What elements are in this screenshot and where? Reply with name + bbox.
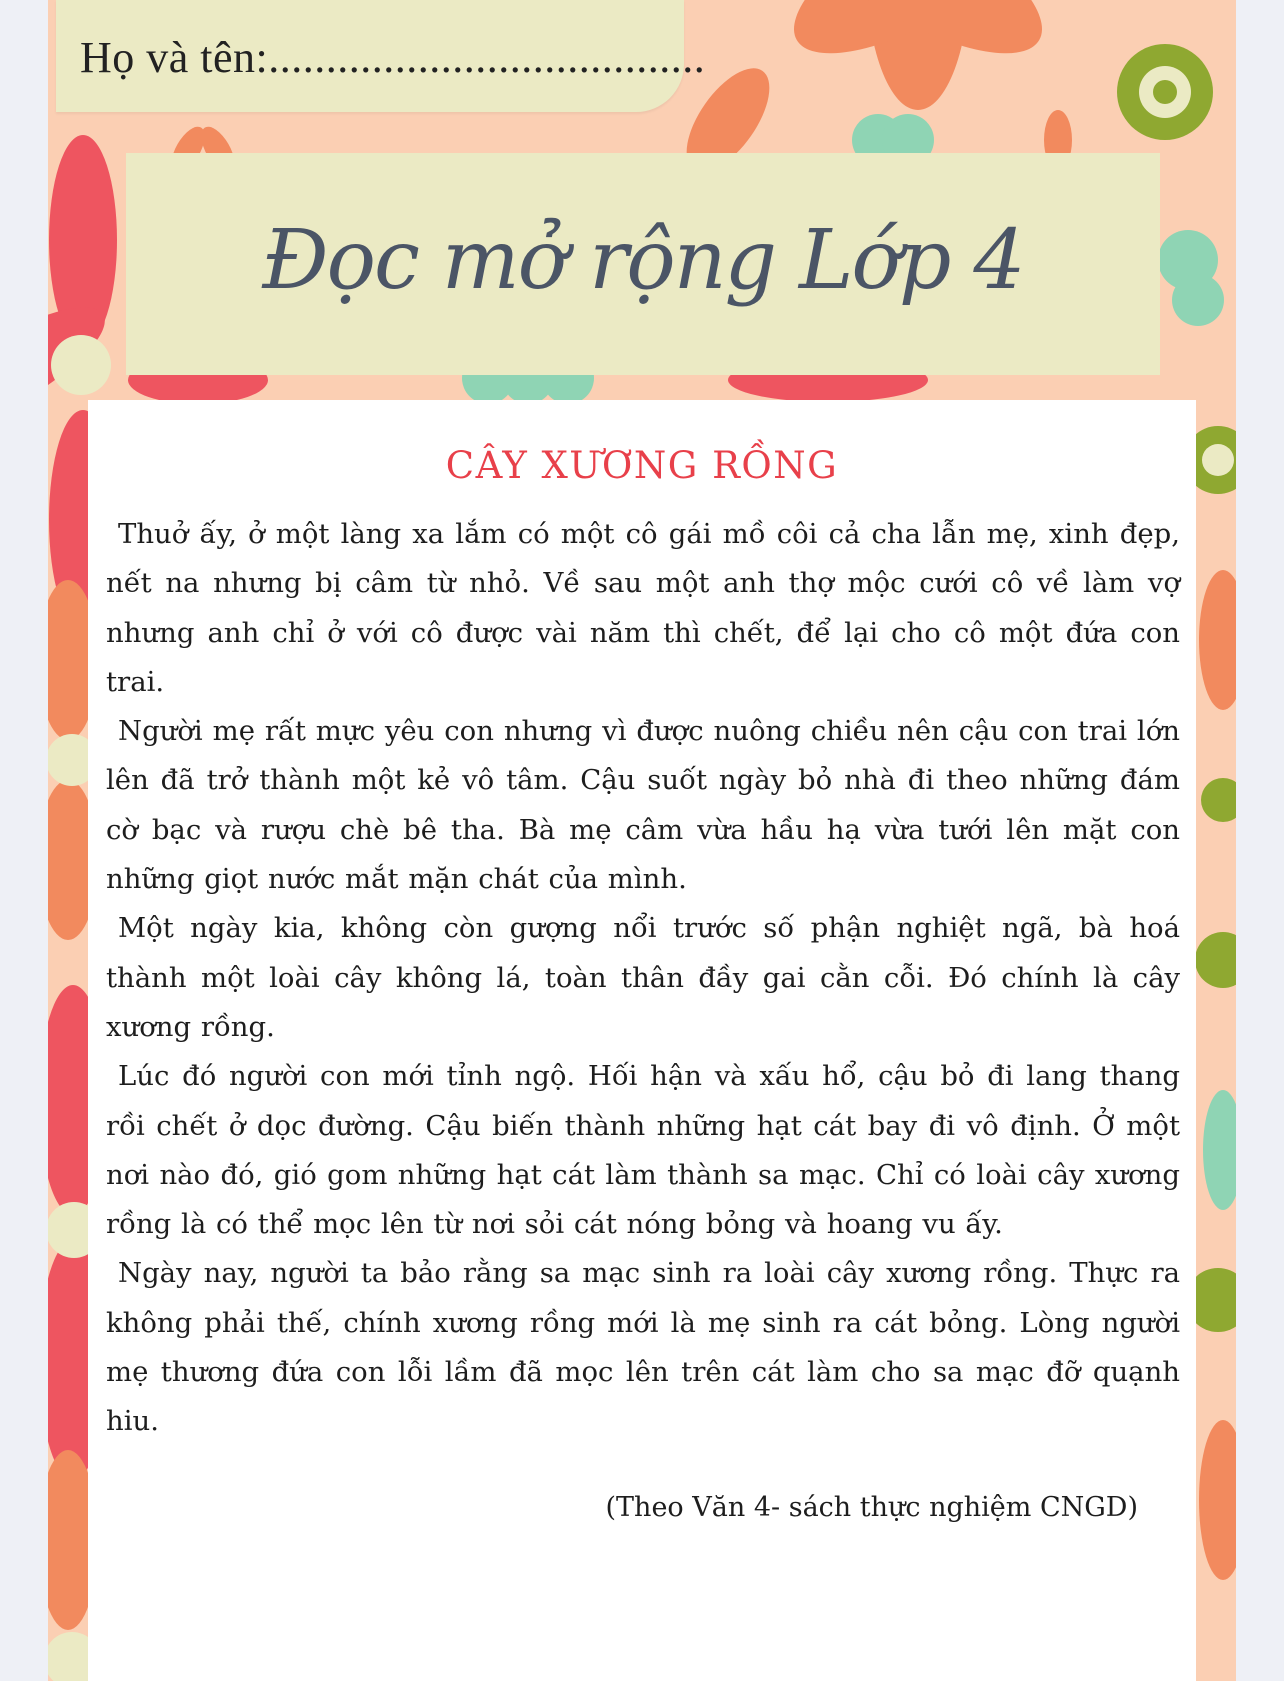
worksheet-page <box>48 0 1236 1681</box>
story-paragraph: Ngày nay, người ta bảo rằng sa mạc sinh ra loài cây xương rồng. Thực ra không phải thế, chính xương rồng mới là mẹ sinh ra cát bỏng. Lòng người mẹ thương đứa con lỗi lầm đã mọc lên trên cát làm cho sa mạc đỡ quạnh hiu. <box>106 1257 1180 1438</box>
name-field-label: Họ và tên:...................................... <box>80 33 706 82</box>
story-paragraph: Lúc đó người con mới tỉnh ngộ. Hối hận và xấu hổ, cậu bỏ đi lang thang rồi chết ở dọc đường. Cậu biến thành những hạt cát bay đi vô định. Ở một nơi nào đó, gió gom những hạt cát làm thành sa mạc. Chỉ có loài cây xương rồng là có thể mọc lên từ nơi sỏi cát nóng bỏng và hoang vu ấy. <box>106 1060 1180 1241</box>
green-flower-decoration <box>1117 44 1213 140</box>
title-banner <box>126 153 1160 375</box>
story-paragraph: Một ngày kia, không còn gượng nổi trước số phận nghiệt ngã, bà hoá thành một loài cây không lá, toàn thân đầy gai cằn cỗi. Đó chính là cây xương rồng. <box>106 912 1180 1043</box>
name-field-box <box>56 0 706 112</box>
flower-center-decoration <box>51 335 111 395</box>
page-title: Đọc mở rộng Lớp 4 <box>262 213 1024 308</box>
story-paragraph: Người mẹ rất mực yêu con nhưng vì được nuông chiều nên cậu con trai lớn lên đã trở thành một kẻ vô tâm. Cậu suốt ngày bỏ nhà đi theo những đám cờ bạc và rượu chè bê tha. Bà mẹ câm vừa hầu hạ vừa tưới lên mặt con những giọt nước mắt mặn chát của mình. <box>106 715 1180 896</box>
reading-panel <box>88 400 1196 1681</box>
story-title: CÂY XƯƠNG RỒNG <box>445 444 839 487</box>
story-body <box>106 510 1180 1447</box>
story-source: (Theo Văn 4- sách thực nghiệm CNGD) <box>605 1492 1138 1523</box>
orange-flower-decoration <box>771 0 1065 110</box>
story-paragraph: Thuở ấy, ở một làng xa lắm có một cô gái mồ côi cả cha lẫn mẹ, xinh đẹp, nết na nhưng bị câm từ nhỏ. Về sau một anh thợ mộc cưới cô về làm vợ nhưng anh chỉ ở với cô được vài năm thì chết, để lại cho cô một đứa con trai. <box>106 518 1180 698</box>
